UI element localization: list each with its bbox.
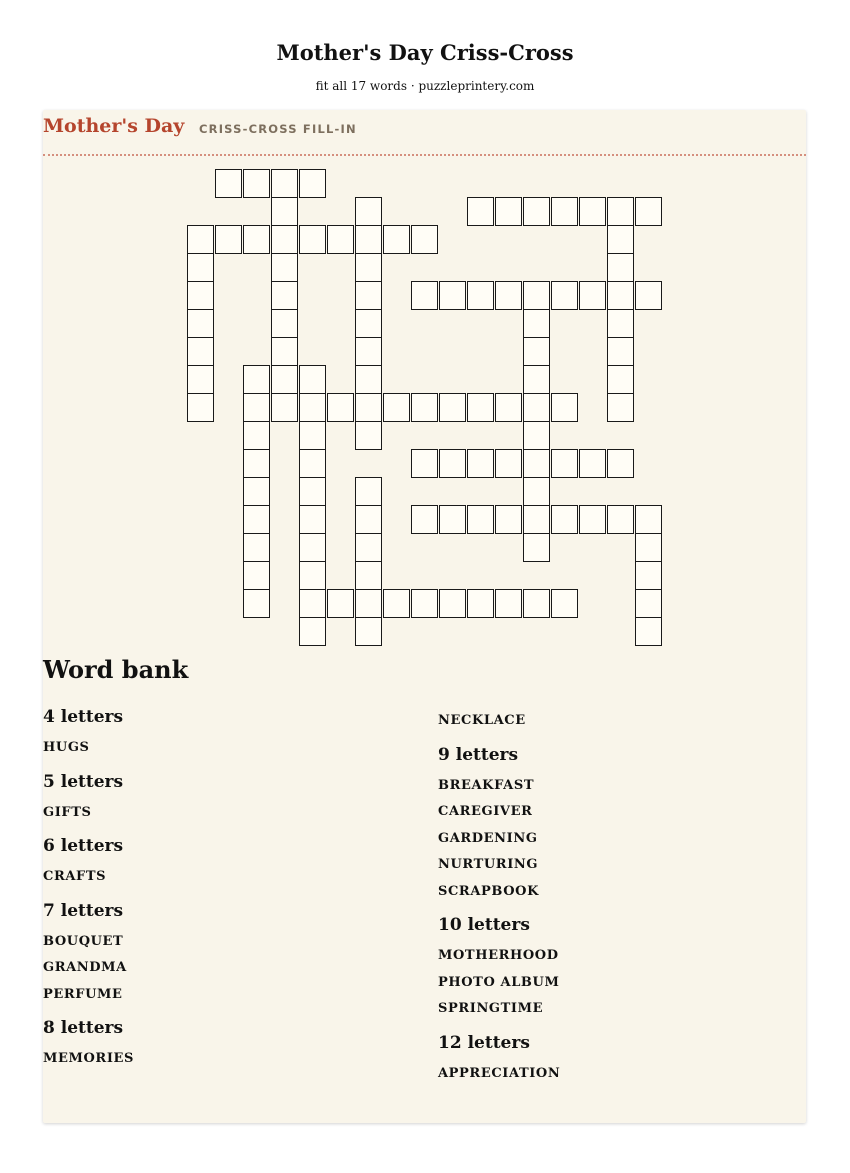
- grid-cell[interactable]: [439, 505, 466, 534]
- grid-cell[interactable]: [355, 197, 382, 226]
- grid-cell[interactable]: [355, 421, 382, 450]
- grid-cell[interactable]: [495, 589, 522, 618]
- grid-cell[interactable]: [215, 169, 242, 198]
- grid-cell[interactable]: [523, 393, 550, 422]
- grid-cell[interactable]: [635, 533, 662, 562]
- grid-cell[interactable]: [607, 197, 634, 226]
- word-bank-word: BOUQUET: [43, 933, 124, 949]
- grid-cell[interactable]: [271, 197, 298, 226]
- grid-cell[interactable]: [467, 281, 494, 310]
- word-group-continued: [438, 708, 768, 735]
- card-kicker: CRISS-CROSS FILL-IN: [199, 122, 357, 136]
- grid-cell[interactable]: [439, 589, 466, 618]
- grid-cell[interactable]: [467, 449, 494, 478]
- grid-cell[interactable]: [243, 561, 270, 590]
- page-title: Mother's Day Criss-Cross: [276, 40, 574, 65]
- grid-cell[interactable]: [467, 197, 494, 226]
- grid-cell[interactable]: [523, 449, 550, 478]
- word-group-label: 12 letters: [438, 1032, 530, 1053]
- grid-cell[interactable]: [327, 589, 354, 618]
- grid-cell[interactable]: [635, 281, 662, 310]
- word-group-label: 5 letters: [43, 771, 124, 792]
- grid-cell[interactable]: [523, 533, 550, 562]
- grid-cell[interactable]: [355, 477, 382, 506]
- grid-cell[interactable]: [187, 253, 214, 282]
- grid-cell[interactable]: [495, 449, 522, 478]
- grid-cell[interactable]: [243, 505, 270, 534]
- grid-cell[interactable]: [523, 337, 550, 366]
- grid-cell[interactable]: [271, 365, 298, 394]
- grid-cell[interactable]: [439, 449, 466, 478]
- grid-cell[interactable]: [635, 505, 662, 534]
- grid-cell[interactable]: [215, 225, 242, 254]
- word-bank-word: CRAFTS: [43, 869, 107, 884]
- grid-cell[interactable]: [299, 617, 326, 646]
- grid-cell[interactable]: [607, 505, 634, 534]
- word-bank-word: GIFTS: [43, 804, 92, 820]
- grid-cell[interactable]: [187, 393, 214, 422]
- word-bank-right-column: [438, 708, 768, 1095]
- grid-cell[interactable]: [271, 225, 298, 254]
- word-bank-title: Word bank: [43, 655, 189, 684]
- grid-cell[interactable]: [411, 393, 438, 422]
- grid-cell[interactable]: [607, 449, 634, 478]
- grid-cell[interactable]: [299, 421, 326, 450]
- grid-cell[interactable]: [299, 589, 326, 618]
- grid-cell[interactable]: [411, 281, 438, 310]
- word-group: [43, 899, 373, 1009]
- grid-cell[interactable]: [299, 449, 326, 478]
- grid-cell[interactable]: [243, 477, 270, 506]
- grid-cell[interactable]: [579, 281, 606, 310]
- word-bank-word: BREAKFAST: [438, 777, 535, 793]
- grid-cell[interactable]: [495, 393, 522, 422]
- grid-cell[interactable]: [355, 337, 382, 366]
- word-bank-word: SCRAPBOOK: [438, 883, 539, 899]
- grid-cell[interactable]: [355, 561, 382, 590]
- grid-cell[interactable]: [551, 197, 578, 226]
- grid-cell[interactable]: [635, 197, 662, 226]
- grid-cell[interactable]: [607, 281, 634, 310]
- grid-cell[interactable]: [467, 589, 494, 618]
- grid-cell[interactable]: [439, 281, 466, 310]
- grid-cell[interactable]: [551, 393, 578, 422]
- grid-cell[interactable]: [355, 617, 382, 646]
- word-bank-word: GRANDMA: [43, 960, 127, 975]
- grid-cell[interactable]: [495, 197, 522, 226]
- grid-cell[interactable]: [579, 449, 606, 478]
- grid-cell[interactable]: [411, 449, 438, 478]
- grid-cell[interactable]: [607, 225, 634, 254]
- word-group-label: 8 letters: [43, 1018, 124, 1038]
- word-group-label: 9 letters: [438, 744, 519, 765]
- grid-cell[interactable]: [271, 337, 298, 366]
- grid-cell[interactable]: [607, 393, 634, 422]
- grid-cell[interactable]: [523, 309, 550, 338]
- grid-cell[interactable]: [607, 365, 634, 394]
- grid-cell[interactable]: [187, 309, 214, 338]
- word-bank-word: NURTURING: [438, 857, 539, 872]
- grid-cell[interactable]: [467, 393, 494, 422]
- grid-cell[interactable]: [271, 253, 298, 282]
- grid-cell[interactable]: [607, 253, 634, 282]
- grid-cell[interactable]: [355, 393, 382, 422]
- grid-cell[interactable]: [355, 533, 382, 562]
- word-group-label: 7 letters: [43, 900, 124, 921]
- grid-cell[interactable]: [635, 561, 662, 590]
- word-bank-word: PERFUME: [43, 986, 123, 1002]
- grid-cell[interactable]: [355, 309, 382, 338]
- grid-cell[interactable]: [243, 421, 270, 450]
- grid-cell[interactable]: [299, 477, 326, 506]
- grid-cell[interactable]: [187, 337, 214, 366]
- word-group: [43, 1016, 373, 1073]
- word-group: [438, 1031, 768, 1088]
- word-group: [43, 834, 373, 891]
- grid-cell[interactable]: [635, 589, 662, 618]
- grid-cell[interactable]: [243, 169, 270, 198]
- grid-cell[interactable]: [299, 225, 326, 254]
- grid-cell[interactable]: [411, 225, 438, 254]
- grid-cell[interactable]: [551, 449, 578, 478]
- grid-cell[interactable]: [383, 393, 410, 422]
- grid-cell[interactable]: [187, 225, 214, 254]
- grid-cell[interactable]: [243, 365, 270, 394]
- word-group-label: 10 letters: [438, 915, 530, 935]
- grid-cell[interactable]: [355, 505, 382, 534]
- word-group: [438, 743, 768, 906]
- grid-cell[interactable]: [271, 393, 298, 422]
- grid-cell[interactable]: [355, 253, 382, 282]
- grid-cell[interactable]: [271, 281, 298, 310]
- word-bank-word: GARDENING: [438, 830, 538, 846]
- word-bank-word: HUGS: [43, 740, 90, 755]
- grid-cell[interactable]: [243, 533, 270, 562]
- word-bank-word: NECKLACE: [438, 713, 526, 728]
- word-bank-word: PHOTO ALBUM: [438, 974, 560, 990]
- grid-cell[interactable]: [607, 337, 634, 366]
- grid-cell[interactable]: [355, 365, 382, 394]
- grid-cell[interactable]: [243, 225, 270, 254]
- grid-cell[interactable]: [411, 589, 438, 618]
- grid-cell[interactable]: [299, 561, 326, 590]
- grid-cell[interactable]: [523, 197, 550, 226]
- grid-cell[interactable]: [299, 505, 326, 534]
- grid-cell[interactable]: [523, 365, 550, 394]
- card-header: [43, 110, 806, 156]
- word-bank-word: CAREGIVER: [438, 804, 533, 819]
- grid-cell[interactable]: [355, 281, 382, 310]
- grid-cell[interactable]: [271, 309, 298, 338]
- word-group: [43, 770, 373, 827]
- puzzle-card: [43, 110, 806, 1123]
- grid-cell[interactable]: [467, 505, 494, 534]
- grid-cell[interactable]: [579, 197, 606, 226]
- grid-cell[interactable]: [243, 589, 270, 618]
- word-bank-word: SPRINGTIME: [438, 1001, 544, 1016]
- word-group: [43, 705, 373, 762]
- grid-cell[interactable]: [383, 225, 410, 254]
- word-group-label: 4 letters: [43, 707, 124, 727]
- grid-cell[interactable]: [299, 533, 326, 562]
- grid-cell[interactable]: [187, 365, 214, 394]
- grid-cell[interactable]: [551, 589, 578, 618]
- grid-cell[interactable]: [271, 169, 298, 198]
- word-group-label: 6 letters: [43, 836, 124, 856]
- word-bank-left-column: [43, 705, 373, 1081]
- word-bank-word: MEMORIES: [43, 1051, 134, 1066]
- grid-cell[interactable]: [523, 589, 550, 618]
- grid-cell[interactable]: [439, 393, 466, 422]
- grid-cell[interactable]: [523, 421, 550, 450]
- grid-cell[interactable]: [495, 505, 522, 534]
- grid-cell[interactable]: [299, 393, 326, 422]
- grid-cell[interactable]: [383, 589, 410, 618]
- grid-cell[interactable]: [327, 225, 354, 254]
- grid-cell[interactable]: [523, 505, 550, 534]
- grid-cell[interactable]: [355, 589, 382, 618]
- grid-cell[interactable]: [607, 309, 634, 338]
- grid-cell[interactable]: [635, 617, 662, 646]
- crossword-grid: [187, 169, 663, 651]
- grid-cell[interactable]: [579, 505, 606, 534]
- word-bank-word: MOTHERHOOD: [438, 948, 559, 963]
- grid-cell[interactable]: [243, 393, 270, 422]
- grid-cell[interactable]: [411, 505, 438, 534]
- grid-cell[interactable]: [523, 477, 550, 506]
- grid-cell[interactable]: [551, 281, 578, 310]
- grid-cell[interactable]: [551, 505, 578, 534]
- grid-cell[interactable]: [327, 393, 354, 422]
- grid-cell[interactable]: [299, 169, 326, 198]
- grid-cell[interactable]: [243, 449, 270, 478]
- grid-cell[interactable]: [523, 281, 550, 310]
- grid-cell[interactable]: [187, 281, 214, 310]
- card-title: Mother's Day: [43, 115, 185, 137]
- word-bank-word: APPRECIATION: [438, 1065, 561, 1081]
- page-subtitle: fit all 17 words · puzzleprintery.com: [315, 79, 535, 93]
- grid-cell[interactable]: [355, 225, 382, 254]
- word-group: [438, 913, 768, 1023]
- grid-cell[interactable]: [299, 365, 326, 394]
- grid-cell[interactable]: [495, 281, 522, 310]
